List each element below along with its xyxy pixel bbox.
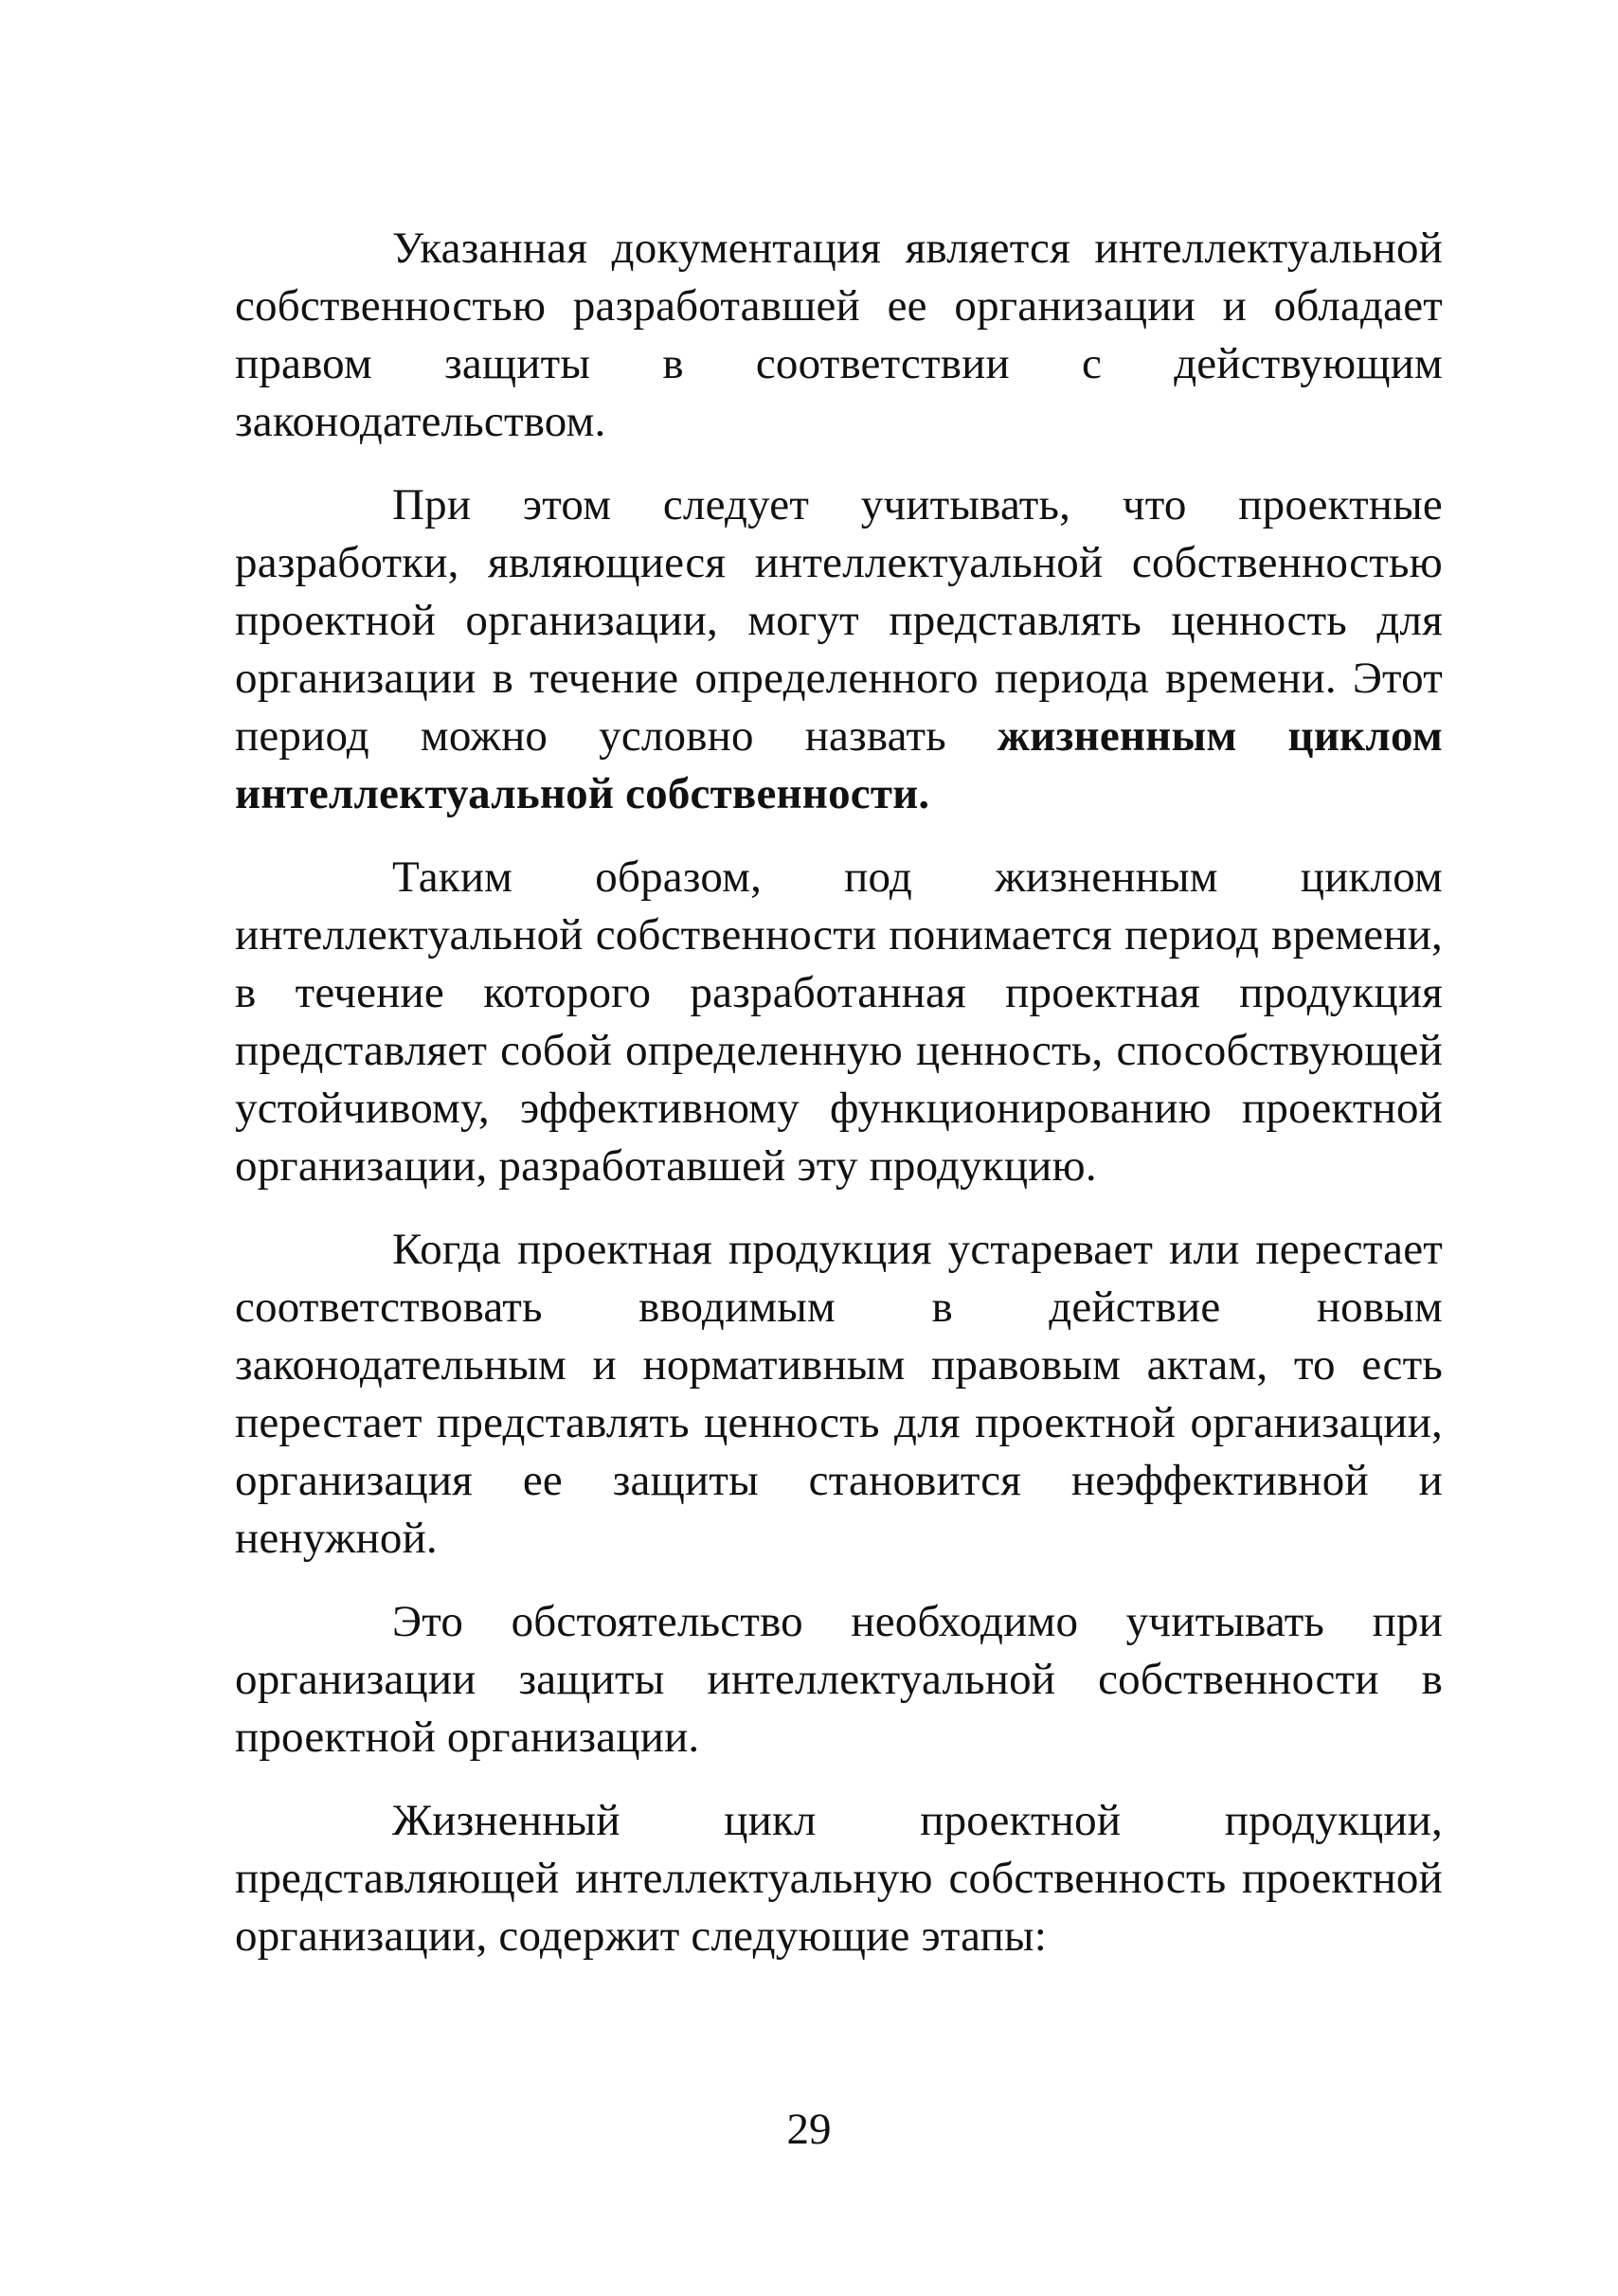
- paragraph-5: [235, 1593, 1443, 1767]
- paragraph-1: [235, 220, 1443, 451]
- paragraph-6-text: Жизненный цикл проектной продукции, представляющей интеллектуальную собственность проектной организации, содержит следующие этапы:: [235, 1796, 1443, 1961]
- paragraph-1-text: Указанная документация является интеллектуальной собственностью разработавшей ее организации и обладает правом защиты в соответствии с действующим законодательством.: [235, 224, 1443, 446]
- paragraph-2-text: При этом следует учитывать, что проектные разработки, являющиеся интеллектуальной собственностью проектной организации, могут представлять ценность для организации в течение определенного периода времени. Этот период можно условно назвать: [235, 480, 1443, 761]
- paragraph-3: [235, 849, 1443, 1195]
- body-text: [235, 220, 1443, 1991]
- paragraph-6: [235, 1792, 1443, 1965]
- paragraph-5-text: Это обстоятельство необходимо учитывать при организации защиты интеллектуальной собственности в проектной организации.: [235, 1597, 1443, 1762]
- paragraph-3-text: Таким образом, под жизненным циклом интеллектуальной собственности понимается период времени, в течение которого разработанная проектная продукция представляет собой определенную ценность, способствующей устойчивому, эффективному функционированию проектной организации, разработавшей эту продукцию.: [235, 852, 1443, 1191]
- page-number: 29: [786, 2105, 832, 2154]
- paragraph-4: [235, 1221, 1443, 1568]
- paragraph-4-text: Когда проектная продукция устаревает или перестает соответствовать вводимым в действие новым законодательным и нормативным правовым актам, то есть перестает представлять ценность для проектной организации, организация ее защиты становится неэффективной и ненужной.: [235, 1225, 1443, 1563]
- paragraph-2-bold-term: жизненным циклом интеллектуальной собственности.: [235, 711, 1443, 818]
- paragraph-2: [235, 476, 1443, 823]
